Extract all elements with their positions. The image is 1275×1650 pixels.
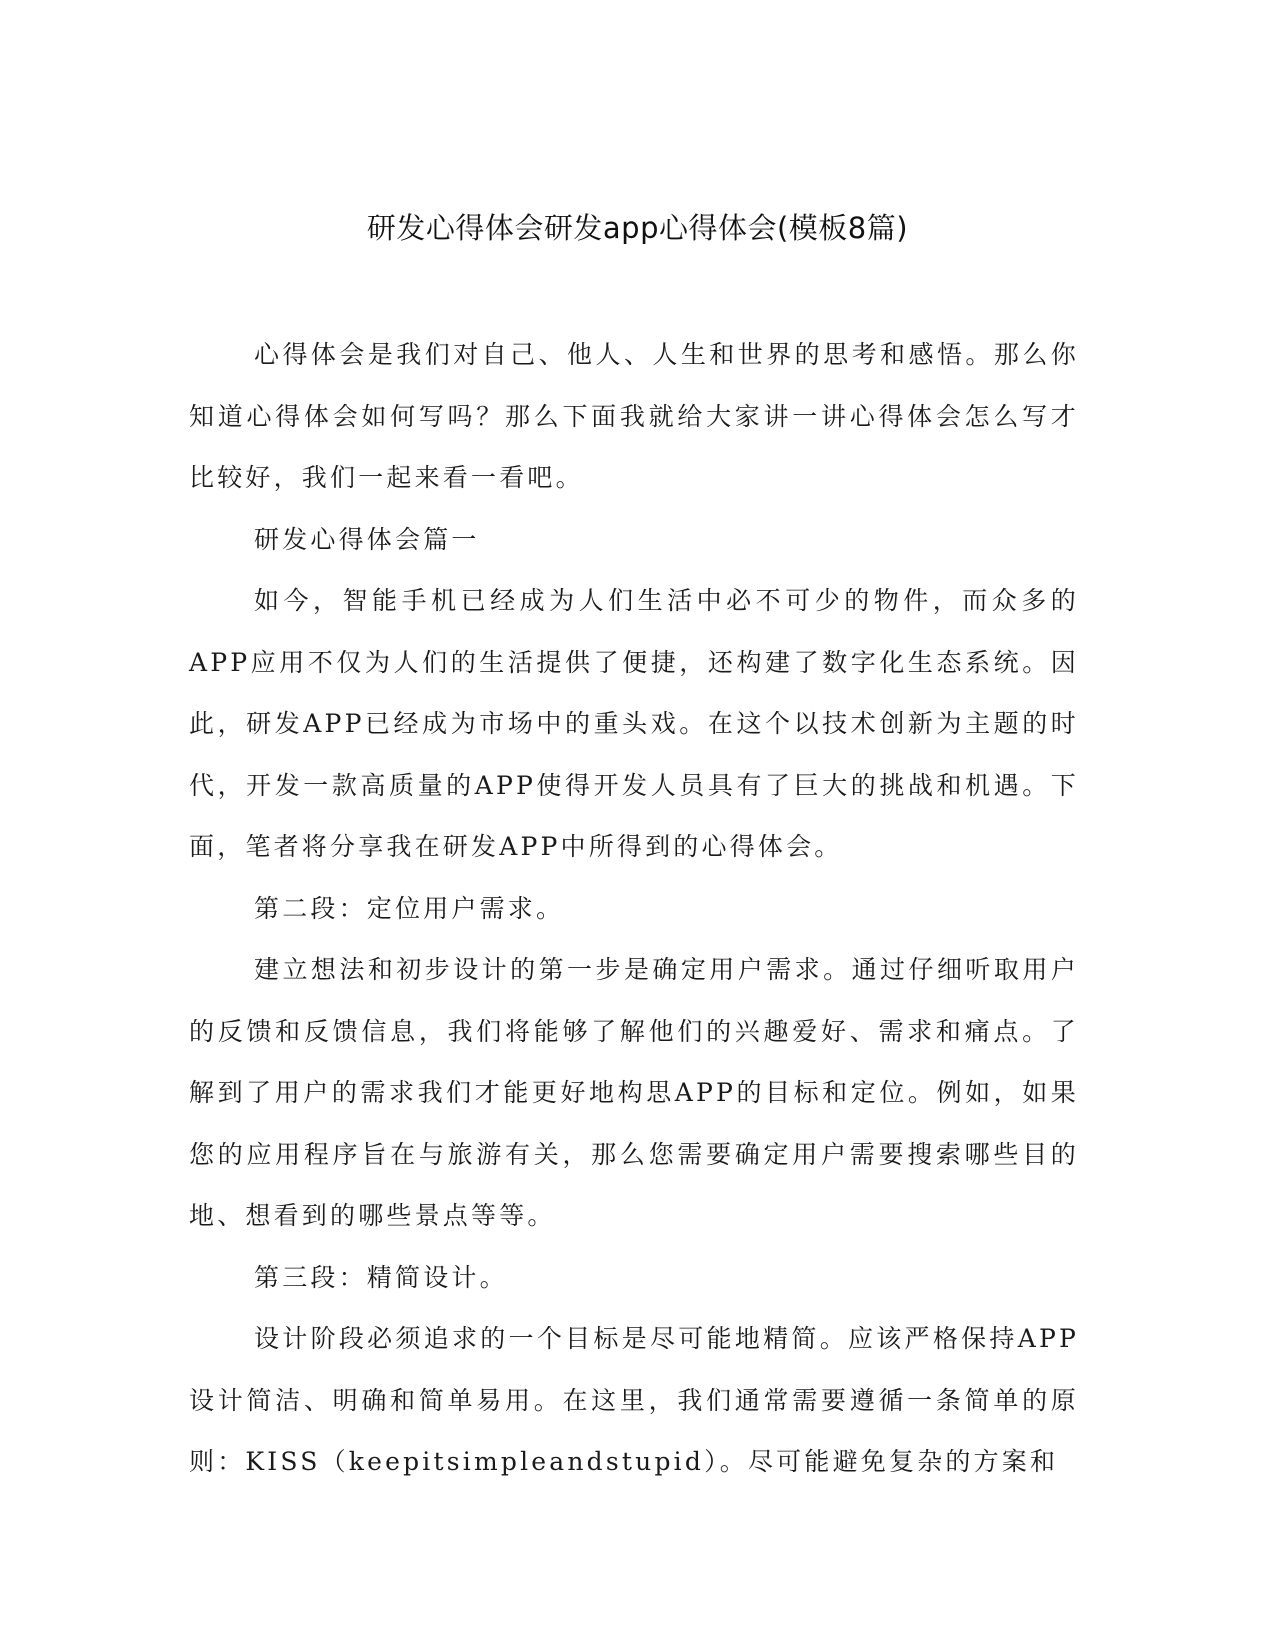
body-paragraph: 如今，智能手机已经成为人们生活中必不可少的物件，而众多的APP应用不仅为人们的生活提供了便捷，还构建了数字化生态系统。因此，研发APP已经成为市场中的重头戏。在这个以技术创新为主题的时代，开发一款高质量的APP使得开发人员具有了巨大的挑战和机遇。下面，笔者将分享我在研发APP中所得到的心得体会。 [189, 586, 1079, 861]
section-heading-second: 第二段：定位用户需求。 [254, 893, 565, 923]
document-title: 研发心得体会研发app心得体会(模板8篇) [366, 211, 909, 245]
section-heading-part-one: 研发心得体会篇一 [254, 524, 480, 554]
section-heading-third: 第三段：精简设计。 [254, 1262, 508, 1292]
document-body [189, 324, 1079, 1493]
body-paragraph: 建立想法和初步设计的第一步是确定用户需求。通过仔细听取用户的反馈和反馈信息，我们将能够了解他们的兴趣爱好、需求和痛点。了解到了用户的需求我们才能更好地构思APP的目标和定位。例如，如果您的应用程序旨在与旅游有关，那么您需要确定用户需要搜索哪些目的地、想看到的哪些景点等等。 [189, 955, 1079, 1230]
body-paragraph: 设计阶段必须追求的一个目标是尽可能地精简。应该严格保持APP设计简洁、明确和简单易用。在这里，我们通常需要遵循一条简单的原则：KISS（keepitsimpleandstupid）。尽可能避免复杂的方案和 [189, 1324, 1079, 1476]
intro-paragraph: 心得体会是我们对自己、他人、人生和世界的思考和感悟。那么你知道心得体会如何写吗？那么下面我就给大家讲一讲心得体会怎么写才比较好，我们一起来看一看吧。 [189, 340, 1079, 492]
